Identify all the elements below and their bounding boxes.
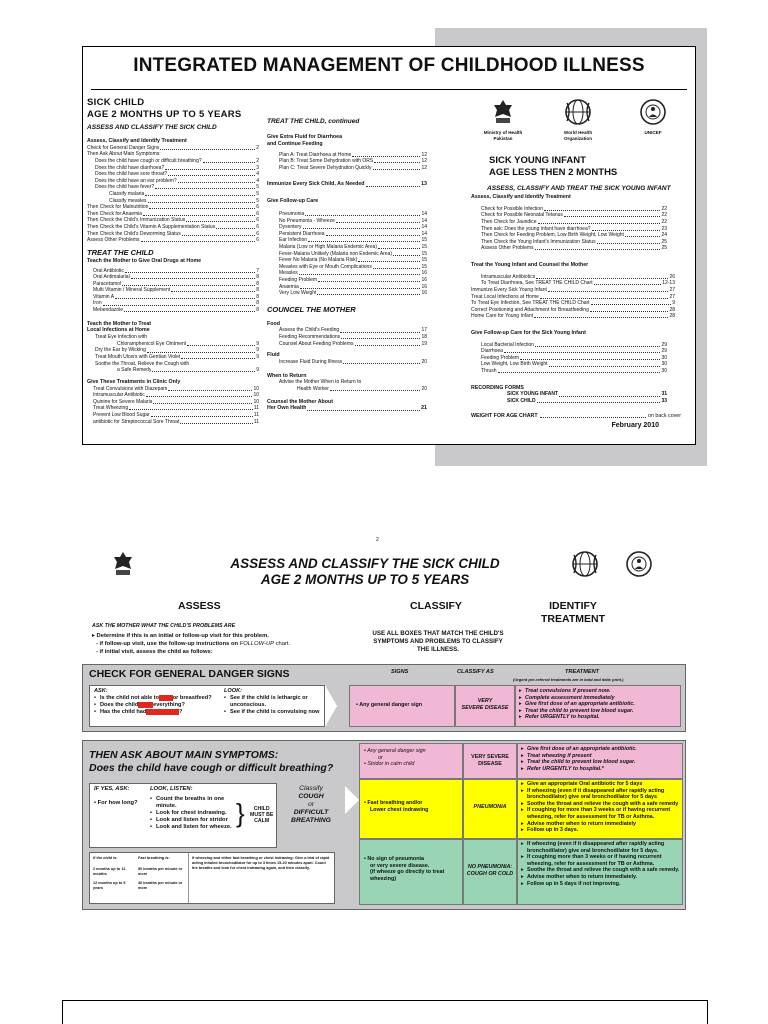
contents-entry: Fever No Malaria (No Malaria Risk) 15 — [279, 257, 427, 264]
contents-entry: Mebendazole 8 — [93, 307, 259, 314]
contents-entry: To Treat Eye Infection, See TREAT THE CHILD Chart 9 — [471, 300, 675, 307]
immunize-entry: Immunize Every Sick Child, As Needed 13 — [267, 181, 427, 188]
who-logo: World Health Organization — [548, 97, 608, 155]
contents-entry: Ear Infection 15 — [279, 237, 427, 244]
classify-as-heading: CLASSIFY AS — [457, 669, 494, 675]
contents-list — [87, 145, 259, 244]
contents-entry: Feeding Problem 30 — [481, 354, 667, 361]
contents-entry: Then Check the Child's Deworming Status 6 — [87, 230, 259, 237]
no-pneumonia-class-cell: NO PNEUMONIA: COUGH OR COLD — [463, 839, 517, 905]
contents-entry: antibiotic for Streptococcal Sore Throat 11 — [93, 418, 259, 425]
contents-entry: Treat Eye Infection with — [95, 334, 148, 341]
classify-column-heading: CLASSIFY — [410, 600, 462, 612]
severe-signs-cell: • Any general danger sign or • Stridor in calm child — [359, 743, 463, 779]
contents-entry: Vitamin A 8 — [93, 293, 259, 300]
treatment-item: ▸ Follow up in 3 days. — [521, 827, 680, 834]
ministry-of-health-logo: Ministry of Health Pakistan — [473, 97, 533, 155]
contents-entry: Then ask: Does the young infant have diarrhoea? 23 — [481, 225, 667, 232]
treatment-item: ▸ Advise mother when to return immediately — [521, 821, 680, 828]
treatment-item: ▸ Treat the child to prevent low blood sugar. — [519, 708, 678, 715]
infant-followup-heading: Give Follow-up Care for the Sick Young Infant — [471, 329, 586, 336]
contents-entry: Then Check the Child's Vitamin A Supplementation Status 6 — [87, 223, 259, 230]
contents-entry: Check for Possible Neonatal Tetanus 22 — [481, 212, 667, 219]
contents-entry: Assess the Child's Feeding 17 — [279, 327, 427, 334]
contents-list — [267, 211, 427, 297]
danger-ask-look-box: ASK: • Is the child not able todrinkor breastfeed? • Does the childvomiteverything? • Has the child hadconvulsions? LOOK: • See if the child is lethargic or unconscious. • See if the child is convulsing now — [89, 685, 325, 727]
identify-treatment-heading: IDENTIFY TREATMENT — [541, 600, 605, 625]
return-entry: Health Worker 20 — [297, 386, 427, 393]
unicef-logo: UNICEF — [623, 97, 683, 155]
signs-column-heading: SIGNS — [391, 669, 409, 675]
chart-title: ASSESS AND CLASSIFY THE SICK CHILD AGE 2 MONTHS UP TO 5 YEARS — [230, 556, 500, 587]
contents-entry: No Pneumonia - Wheeze 14 — [279, 217, 427, 224]
contents-entry: Chloramphenicol Eye Ointment 9 — [117, 340, 259, 347]
extra-fluid-heading: Give Extra Fluid for Diarrhoea — [267, 134, 343, 140]
treatment-note: (Urgent pre-referral treatments are in bold and italic print.) — [513, 677, 624, 682]
treatment-item: ▸ If coughing for more than 3 weeks or if having recurrent wheezing, refer for assessment for TB or Asthma. — [521, 807, 680, 820]
teach-local-heading: Local Infections at Home — [87, 327, 150, 334]
globe-icon — [624, 549, 654, 579]
pneumonia-treatment-cell — [517, 779, 683, 839]
treatment-item: ▸ Give an appropriate Oral antibiotic for 5 days — [521, 781, 680, 788]
counsel-own-entry: Her Own Health 21 — [267, 405, 427, 412]
contents-entry: Home Care for Young Infant 28 — [471, 313, 675, 320]
contents-entry: Assess Other Problems 25 — [481, 245, 667, 252]
contents-column-1 — [87, 97, 259, 425]
globe-icon — [563, 97, 593, 127]
contents-entry: Soothe the Throat, Relieve the Cough with — [95, 360, 190, 367]
contents-entry: Dry the Ear by Wicking 9 — [95, 347, 259, 354]
publication-date: February 2010 — [611, 422, 659, 430]
contents-entry: Oral Antibiotic 7 — [93, 267, 259, 274]
treatment-heading: TREATMENT — [565, 669, 600, 675]
treatment-item: ▸ Soothe the throat and relieve the cough with a safe remedy. — [521, 867, 680, 874]
contents-entry: Quinine for Severe Malaria 10 — [93, 398, 259, 405]
infant-identify-heading: Assess, Classify and Identify Treatment — [471, 194, 571, 200]
very-severe-disease-cell: VERY SEVERE DISEASE — [455, 685, 515, 727]
assess-identify-heading: Assess, Classify and Identify Treatment — [87, 138, 187, 144]
contents-entry: Fever-Malaria Unlikely (Malaria non Endemic Area) 15 — [279, 250, 427, 257]
contents-entry: Treat Mouth Ulcers with Gentian Violet 9 — [95, 354, 259, 361]
brace-shape: } — [236, 798, 245, 828]
infant-age-heading: AGE LESS THEN 2 MONTHS — [489, 167, 618, 178]
treatment-item: ▸ Treat the child to prevent low blood sugar. — [521, 759, 680, 766]
child-must-be-calm: CHILD MUST BE CALM — [250, 806, 274, 824]
contents-entry: Intramuscular Antibiotics 26 — [481, 273, 675, 280]
when-return-heading: When to Return — [267, 372, 307, 379]
treat-child-heading: TREAT THE CHILD — [87, 247, 154, 257]
contents-entry: Anaemia 16 — [279, 283, 427, 290]
assess-column-heading: ASSESS — [178, 600, 221, 612]
contents-entry: Treat Wheezing 11 — [93, 405, 259, 412]
contents-entry: Does the child have cough or difficult breathing? 2 — [95, 157, 259, 164]
no-pneumonia-signs-cell: • No sign of pneumonia or very severe disease. (if wheeze go directly to treat wheezing) — [359, 839, 463, 905]
contents-entry: SICK YOUNG INFANT 31 — [507, 391, 667, 398]
contents-entry: Pneumonia 14 — [279, 210, 427, 217]
fluid-heading: Fluid — [267, 352, 280, 359]
contents-entry: Feeding Problem 16 — [279, 276, 427, 283]
contents-entry: Check for Possible Infection 22 — [481, 205, 667, 212]
no-pneumonia-treatment-cell — [517, 839, 683, 905]
contents-entry: SICK CHILD 33 — [507, 398, 667, 405]
contents-column-3 — [467, 97, 689, 430]
contents-entry: Prevent Low Blood Sugar 11 — [93, 411, 259, 418]
follow-up-heading: Give Follow-up Care — [267, 198, 319, 205]
contents-list — [467, 391, 667, 404]
contents-entry: Feeding Recommendations 18 — [279, 334, 427, 341]
treatment-item: ▸ If wheezing (even if it disappeared after rapidly acting bronchodilator) give oral bronchodilator for 5 days. — [521, 841, 680, 854]
look-listen-item: • Look and listen for stridor — [150, 817, 234, 824]
page-title: INTEGRATED MANAGEMENT OF CHILDHOOD ILLNESS — [133, 55, 645, 76]
main-symptoms-title: THEN ASK ABOUT MAIN SYMPTOMS: Does the child have cough or difficult breathing? — [89, 749, 334, 774]
contents-entry: Oral Antimalarial 8 — [93, 274, 259, 281]
general-danger-signs-panel — [82, 664, 686, 732]
contents-entry: Plan B: Treat Some Dehydration with ORS 12 — [279, 158, 427, 165]
crest-icon — [488, 97, 518, 127]
crest-icon — [108, 549, 138, 579]
contents-entry: Then Check for Feeding Problem, Low Birth Weight, Low Weight 24 — [481, 232, 667, 239]
treat-continued-heading: TREAT THE CHILD, continued — [267, 118, 360, 125]
treatment-item: ▸ Follow up in 5 days if not improving. — [521, 881, 680, 888]
contents-entry: Paracetamol 8 — [93, 280, 259, 287]
food-heading: Food — [267, 320, 280, 327]
contents-entry: Then Check for Malnutrition 6 — [87, 204, 259, 211]
contents-entry: Counsel About Feeding Problems 19 — [279, 340, 427, 347]
contents-page — [82, 46, 696, 445]
contents-entry: Then Check the Young Infant's Immunization Status 25 — [481, 238, 667, 245]
ask-mother-instruction: ASK THE MOTHER WHAT THE CHILD'S PROBLEMS ARE — [92, 623, 236, 629]
treatment-item: ▸ Soothe the throat and relieve the cough with a safe remedy — [521, 801, 680, 808]
recording-forms-heading: RECORDING FORMS — [471, 384, 524, 391]
contents-entry: Local Bacterial Infection 29 — [481, 341, 667, 348]
contents-entry: Measles with Eye or Mouth Complications 15 — [279, 263, 427, 270]
main-symptoms-panel — [82, 740, 686, 910]
contents-entry: Malaria (Low or High Malaria Endemic Area) 15 — [279, 243, 427, 250]
title-divider — [91, 89, 687, 90]
use-boxes-instruction: USE ALL BOXES THAT MATCH THE CHILD'S SYMPTOMS AND PROBLEMS TO CLASSIFY THE ILLNESS. — [372, 630, 504, 653]
arrow-shape — [325, 685, 337, 727]
contents-entry: Check for General Danger Signs 2 — [87, 144, 259, 151]
fluid-entry: Increase Fluid During Illness 20 — [279, 359, 427, 366]
contents-entry: Then Check for Anaemia 6 — [87, 210, 259, 217]
contents-entry: Treat Convulsions with Diazepam 10 — [93, 385, 259, 392]
look-listen-item: • Count the breaths in one minute. — [150, 796, 234, 810]
contents-entry: To Treat Diarrhoea, See TREAT THE CHILD Chart 12-13 — [481, 280, 675, 287]
infant-heading: SICK YOUNG INFANT — [489, 155, 586, 166]
counsel-own-heading: Counsel the Mother About — [267, 398, 334, 405]
treatment-item: ▸ If wheezing (even if it disappeared after rapidly acting bronchodilator) give oral bronchodilator for 5 days — [521, 788, 680, 801]
contents-entry: Immunize Every Sick Young Infant 27 — [471, 286, 675, 293]
contents-entry: Classify measles 5 — [109, 197, 259, 204]
contents-list — [87, 334, 259, 374]
contents-entry: Correct Positioning and Attachment for Breastfeeding 28 — [471, 306, 675, 313]
contents-entry: Iron 8 — [93, 300, 259, 307]
contents-list — [87, 268, 259, 314]
look-listen-item: • Look for chest indrawing. — [150, 810, 234, 817]
contents-entry: Dysentery 14 — [279, 224, 427, 231]
look-listen-item: • Look and listen for wheeze. — [150, 824, 234, 831]
teach-local-heading: Teach the Mother to Treat — [87, 320, 152, 327]
treatment-item: ▸ Advise mother when to return immediately. — [521, 874, 680, 881]
danger-signs-title: CHECK FOR GENERAL DANGER SIGNS — [89, 668, 290, 680]
return-entry: Advise the Mother When to Return to — [279, 379, 362, 386]
treatment-item: ▸ Treat wheezing if present — [521, 753, 680, 760]
weight-chart-entry: WEIGHT FOR AGE CHART on back cover — [471, 412, 681, 419]
treatment-item: ▸ Give first dose of an appropriate antibiotic. — [521, 746, 680, 753]
contents-entry: Does the child have fever? 5 — [95, 184, 259, 191]
danger-treatment-cell — [515, 685, 681, 727]
contents-entry: Classify malaria 5 — [109, 190, 259, 197]
age-heading: AGE 2 MONTHS UP TO 5 YEARS — [87, 109, 242, 120]
contents-list — [467, 342, 667, 375]
infant-assess-heading: ASSESS, CLASSIFY AND TREAT THE SICK YOUNG INFANT — [487, 185, 671, 192]
infant-treat-heading: Treat the Young Infant and Counsel the Mother — [471, 261, 589, 268]
arrow-shape — [345, 786, 359, 814]
treatment-item: ▸ Give first dose of an appropriate antibiotic. — [519, 701, 678, 708]
sick-child-heading: SICK CHILD — [87, 97, 145, 108]
contents-entry: Assess Other Problems 6 — [87, 237, 259, 244]
severe-treatment-cell — [517, 743, 683, 779]
contents-entry: Then Check for Jaundice 22 — [481, 218, 667, 225]
contents-entry: a Safe Remedy 9 — [117, 367, 259, 374]
contents-entry: Very Low Weight 16 — [279, 290, 427, 297]
next-page-edge — [62, 1000, 708, 1024]
assess-classify-heading: ASSESS AND CLASSIFY THE SICK CHILD — [87, 124, 217, 131]
contents-list — [87, 386, 259, 426]
treatment-item: ▸ Treat convulsions if present now. — [519, 688, 678, 695]
clinic-treatments-heading: Give These Treatments in Clinic Only — [87, 378, 181, 385]
treatment-item: ▸ Refer URGENTLY to hospital.* — [521, 766, 680, 773]
contents-entry: Then Ask About Main Symptoms: — [87, 151, 161, 158]
logos-row — [467, 97, 689, 155]
fast-breathing-table: If the child is: Fast breathing is: 2 months up to 12 months 50 breaths per minute or more 12 months up to 5 years 40 breaths per minute or more If wheezing and either fast breathing or chest indrawing: Give a trial of rapid acting inhaled bronchodilator for up to 3 times 15-20 minutes apart. Count the breaths and look for chest indrawing again, and then classify. — [89, 852, 335, 904]
contents-list — [467, 274, 675, 320]
contents-entry: Intramuscular Antibiotic 10 — [93, 392, 259, 399]
contents-entry: Treat Local Infections at Home 27 — [471, 293, 675, 300]
treatment-item: ▸ If coughing more than 3 weeks or if having recurrent wheezing, refer for assessment for TB or Asthma. — [521, 854, 680, 867]
contents-entry: Does the child have sore throat? 4 — [95, 171, 259, 178]
contents-entry: Diarrhoea 29 — [481, 348, 667, 355]
extra-fluid-heading: and Continue Feeding — [267, 140, 323, 147]
pneumonia-class-cell: PNEUMONIA — [463, 779, 517, 839]
contents-column-2 — [267, 97, 427, 412]
page-number: 2 — [376, 537, 379, 543]
cough-assessment-box: IF YES, ASK: LOOK, LISTEN: • For how long? • Count the breaths in one minute. • Look for chest indrawing. • Look and listen for stridor • Look and listen for wheeze. } CHILD MUST BE CALM — [89, 783, 277, 848]
classify-cough-label: Classify COUGH or DIFFICULT BREATHING — [291, 785, 331, 824]
contents-entry: Plan A: Treat Diarrhoea at Home 12 — [279, 151, 427, 158]
contents-entry: Thrush 30 — [481, 368, 667, 375]
contents-entry: Measles 16 — [279, 270, 427, 277]
contents-entry: Does the child have an ear problem? 4 — [95, 177, 259, 184]
contents-entry: Persistent Diarrhoea 14 — [279, 230, 427, 237]
danger-signs-cell: • Any general danger sign — [349, 685, 455, 727]
severe-disease-class-cell: VERY SEVERE DISEASE — [463, 743, 517, 779]
counsel-heading: COUNCEL THE MOTHER — [267, 304, 356, 314]
contents-entry: Low Weight, Low Birth Weight 30 — [481, 361, 667, 368]
contents-entry: Plan C: Treat Severe Dehydration Quickly 12 — [279, 164, 427, 171]
pneumonia-signs-cell: • Fast breathing and/or Lower chest indrawing — [359, 779, 463, 839]
contents-list — [467, 206, 667, 252]
treatment-item: ▸ Complete assessment immediately — [519, 695, 678, 702]
treatment-item: ▸ Refer URGENTLY to hospital. — [519, 714, 678, 721]
contents-list — [267, 152, 427, 172]
visit-instructions: ▸ Determine if this is an initial or follow-up visit for this problem. - if follow-up visit, use the follow-up instructions on FOLLOW-UP chart. - if initial visit, assess the child as follows: — [92, 633, 291, 655]
contents-entry: Then Check the Child's Immunization Status 6 — [87, 217, 259, 224]
contents-entry: Does the child have diarrhoea? 3 — [95, 164, 259, 171]
teach-oral-heading: Teach the Mother to Give Oral Drugs at Home — [87, 257, 202, 264]
contents-list — [267, 327, 427, 347]
contents-entry: Multi Vitamin / Mineral Supplement 8 — [93, 287, 259, 294]
globe-icon — [638, 97, 668, 127]
